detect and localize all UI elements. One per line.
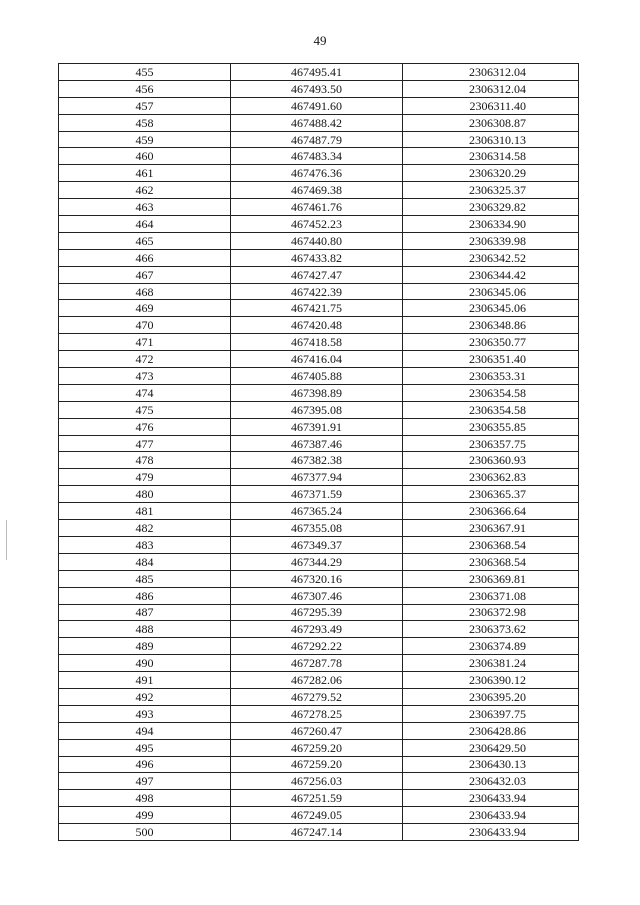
point-number-cell: 477: [59, 435, 231, 452]
table-row: [59, 655, 579, 672]
y-coordinate-cell: 2306348.86: [403, 317, 579, 334]
y-coordinate-cell: 2306350.77: [403, 334, 579, 351]
point-number-cell: 483: [59, 536, 231, 553]
y-coordinate-cell: 2306311.40: [403, 97, 579, 114]
x-coordinate-cell: 467452.23: [231, 216, 403, 233]
point-number-cell: 470: [59, 317, 231, 334]
y-coordinate-cell: 2306395.20: [403, 688, 579, 705]
point-number-cell: 463: [59, 199, 231, 216]
x-coordinate-cell: 467260.47: [231, 722, 403, 739]
point-number-cell: 472: [59, 351, 231, 368]
table-row: [59, 638, 579, 655]
point-number-cell: 468: [59, 283, 231, 300]
x-coordinate-cell: 467416.04: [231, 351, 403, 368]
point-number-cell: 489: [59, 638, 231, 655]
point-number-cell: 491: [59, 672, 231, 689]
y-coordinate-cell: 2306344.42: [403, 266, 579, 283]
y-coordinate-cell: 2306390.12: [403, 672, 579, 689]
point-number-cell: 467: [59, 266, 231, 283]
point-number-cell: 466: [59, 249, 231, 266]
table-row: [59, 536, 579, 553]
point-number-cell: 480: [59, 486, 231, 503]
y-coordinate-cell: 2306374.89: [403, 638, 579, 655]
x-coordinate-cell: 467320.16: [231, 570, 403, 587]
point-number-cell: 458: [59, 114, 231, 131]
y-coordinate-cell: 2306312.04: [403, 64, 579, 81]
y-coordinate-cell: 2306372.98: [403, 604, 579, 621]
table-row: [59, 553, 579, 570]
y-coordinate-cell: 2306314.58: [403, 148, 579, 165]
x-coordinate-cell: 467461.76: [231, 199, 403, 216]
x-coordinate-cell: 467405.88: [231, 368, 403, 385]
x-coordinate-cell: 467279.52: [231, 688, 403, 705]
x-coordinate-cell: 467382.38: [231, 452, 403, 469]
table-row: [59, 317, 579, 334]
table-row: [59, 435, 579, 452]
point-number-cell: 476: [59, 418, 231, 435]
table-row: [59, 672, 579, 689]
point-number-cell: 490: [59, 655, 231, 672]
point-number-cell: 486: [59, 587, 231, 604]
x-coordinate-cell: 467495.41: [231, 64, 403, 81]
table-row: [59, 351, 579, 368]
y-coordinate-cell: 2306342.52: [403, 249, 579, 266]
table-row: [59, 334, 579, 351]
point-number-cell: 495: [59, 739, 231, 756]
table-row: [59, 503, 579, 520]
y-coordinate-cell: 2306373.62: [403, 621, 579, 638]
point-number-cell: 497: [59, 773, 231, 790]
x-coordinate-cell: 467355.08: [231, 520, 403, 537]
y-coordinate-cell: 2306433.94: [403, 807, 579, 824]
table-row: [59, 114, 579, 131]
x-coordinate-cell: 467483.34: [231, 148, 403, 165]
x-coordinate-cell: 467469.38: [231, 182, 403, 199]
y-coordinate-cell: 2306371.08: [403, 587, 579, 604]
x-coordinate-cell: 467259.20: [231, 756, 403, 773]
y-coordinate-cell: 2306339.98: [403, 232, 579, 249]
x-coordinate-cell: 467259.20: [231, 739, 403, 756]
x-coordinate-cell: 467491.60: [231, 97, 403, 114]
table-row: [59, 807, 579, 824]
point-number-cell: 478: [59, 452, 231, 469]
table-row: [59, 64, 579, 81]
x-coordinate-cell: 467365.24: [231, 503, 403, 520]
y-coordinate-cell: 2306367.91: [403, 520, 579, 537]
x-coordinate-cell: 467371.59: [231, 486, 403, 503]
x-coordinate-cell: 467391.91: [231, 418, 403, 435]
page-number: 49: [313, 33, 327, 48]
y-coordinate-cell: 2306355.85: [403, 418, 579, 435]
x-coordinate-cell: 467295.39: [231, 604, 403, 621]
point-number-cell: 474: [59, 384, 231, 401]
y-coordinate-cell: 2306308.87: [403, 114, 579, 131]
point-number-cell: 475: [59, 401, 231, 418]
table-row: [59, 300, 579, 317]
table-row: [59, 80, 579, 97]
table-row: [59, 570, 579, 587]
x-coordinate-cell: 467344.29: [231, 553, 403, 570]
point-number-cell: 493: [59, 705, 231, 722]
y-coordinate-cell: 2306368.54: [403, 553, 579, 570]
x-coordinate-cell: 467247.14: [231, 824, 403, 841]
table-row: [59, 249, 579, 266]
y-coordinate-cell: 2306320.29: [403, 165, 579, 182]
x-coordinate-cell: 467487.79: [231, 131, 403, 148]
x-coordinate-cell: 467422.39: [231, 283, 403, 300]
point-number-cell: 469: [59, 300, 231, 317]
y-coordinate-cell: 2306354.58: [403, 401, 579, 418]
y-coordinate-cell: 2306369.81: [403, 570, 579, 587]
y-coordinate-cell: 2306428.86: [403, 722, 579, 739]
point-number-cell: 492: [59, 688, 231, 705]
table-row: [59, 401, 579, 418]
y-coordinate-cell: 2306362.83: [403, 469, 579, 486]
table-row: [59, 182, 579, 199]
table-row: [59, 199, 579, 216]
x-coordinate-cell: 467287.78: [231, 655, 403, 672]
y-coordinate-cell: 2306365.37: [403, 486, 579, 503]
x-coordinate-cell: 467278.25: [231, 705, 403, 722]
table-row: [59, 688, 579, 705]
x-coordinate-cell: 467421.75: [231, 300, 403, 317]
y-coordinate-cell: 2306325.37: [403, 182, 579, 199]
table-row: [59, 486, 579, 503]
y-coordinate-cell: 2306312.04: [403, 80, 579, 97]
x-coordinate-cell: 467433.82: [231, 249, 403, 266]
table-row: [59, 418, 579, 435]
y-coordinate-cell: 2306433.94: [403, 790, 579, 807]
point-number-cell: 457: [59, 97, 231, 114]
table-row: [59, 97, 579, 114]
y-coordinate-cell: 2306381.24: [403, 655, 579, 672]
y-coordinate-cell: 2306354.58: [403, 384, 579, 401]
x-coordinate-cell: 467251.59: [231, 790, 403, 807]
table-row: [59, 452, 579, 469]
x-coordinate-cell: 467349.37: [231, 536, 403, 553]
y-coordinate-cell: 2306360.93: [403, 452, 579, 469]
table-row: [59, 232, 579, 249]
table-row: [59, 705, 579, 722]
point-number-cell: 462: [59, 182, 231, 199]
point-number-cell: 482: [59, 520, 231, 537]
point-number-cell: 498: [59, 790, 231, 807]
x-coordinate-cell: 467292.22: [231, 638, 403, 655]
point-number-cell: 471: [59, 334, 231, 351]
y-coordinate-cell: 2306433.94: [403, 824, 579, 841]
x-coordinate-cell: 467476.36: [231, 165, 403, 182]
y-coordinate-cell: 2306397.75: [403, 705, 579, 722]
x-coordinate-cell: 467418.58: [231, 334, 403, 351]
x-coordinate-cell: 467256.03: [231, 773, 403, 790]
x-coordinate-cell: 467293.49: [231, 621, 403, 638]
coordinates-table: [58, 63, 579, 841]
point-number-cell: 485: [59, 570, 231, 587]
x-coordinate-cell: 467493.50: [231, 80, 403, 97]
table-row: [59, 790, 579, 807]
y-coordinate-cell: 2306432.03: [403, 773, 579, 790]
y-coordinate-cell: 2306345.06: [403, 300, 579, 317]
point-number-cell: 484: [59, 553, 231, 570]
point-number-cell: 456: [59, 80, 231, 97]
y-coordinate-cell: 2306351.40: [403, 351, 579, 368]
table-row: [59, 520, 579, 537]
table-row: [59, 266, 579, 283]
x-coordinate-cell: 467395.08: [231, 401, 403, 418]
y-coordinate-cell: 2306334.90: [403, 216, 579, 233]
table-row: [59, 368, 579, 385]
x-coordinate-cell: 467307.46: [231, 587, 403, 604]
x-coordinate-cell: 467377.94: [231, 469, 403, 486]
table-row: [59, 773, 579, 790]
point-number-cell: 481: [59, 503, 231, 520]
table-row: [59, 756, 579, 773]
x-coordinate-cell: 467282.06: [231, 672, 403, 689]
y-coordinate-cell: 2306368.54: [403, 536, 579, 553]
y-coordinate-cell: 2306366.64: [403, 503, 579, 520]
x-coordinate-cell: 467420.48: [231, 317, 403, 334]
table-row: [59, 722, 579, 739]
coordinates-table-body: [59, 64, 579, 841]
x-coordinate-cell: 467440.80: [231, 232, 403, 249]
point-number-cell: 500: [59, 824, 231, 841]
y-coordinate-cell: 2306329.82: [403, 199, 579, 216]
point-number-cell: 464: [59, 216, 231, 233]
table-row: [59, 148, 579, 165]
point-number-cell: 479: [59, 469, 231, 486]
y-coordinate-cell: 2306430.13: [403, 756, 579, 773]
point-number-cell: 488: [59, 621, 231, 638]
table-row: [59, 283, 579, 300]
point-number-cell: 461: [59, 165, 231, 182]
x-coordinate-cell: 467249.05: [231, 807, 403, 824]
table-row: [59, 604, 579, 621]
point-number-cell: 494: [59, 722, 231, 739]
table-row: [59, 587, 579, 604]
point-number-cell: 460: [59, 148, 231, 165]
point-number-cell: 455: [59, 64, 231, 81]
y-coordinate-cell: 2306429.50: [403, 739, 579, 756]
y-coordinate-cell: 2306345.06: [403, 283, 579, 300]
point-number-cell: 465: [59, 232, 231, 249]
table-row: [59, 165, 579, 182]
x-coordinate-cell: 467427.47: [231, 266, 403, 283]
y-coordinate-cell: 2306357.75: [403, 435, 579, 452]
table-row: [59, 621, 579, 638]
table-row: [59, 216, 579, 233]
point-number-cell: 473: [59, 368, 231, 385]
x-coordinate-cell: 467398.89: [231, 384, 403, 401]
table-row: [59, 384, 579, 401]
table-row: [59, 739, 579, 756]
x-coordinate-cell: 467488.42: [231, 114, 403, 131]
y-coordinate-cell: 2306353.31: [403, 368, 579, 385]
point-number-cell: 499: [59, 807, 231, 824]
y-coordinate-cell: 2306310.13: [403, 131, 579, 148]
point-number-cell: 487: [59, 604, 231, 621]
table-row: [59, 824, 579, 841]
table-row: [59, 131, 579, 148]
point-number-cell: 459: [59, 131, 231, 148]
x-coordinate-cell: 467387.46: [231, 435, 403, 452]
point-number-cell: 496: [59, 756, 231, 773]
table-row: [59, 469, 579, 486]
scan-margin-mark: [6, 520, 7, 560]
